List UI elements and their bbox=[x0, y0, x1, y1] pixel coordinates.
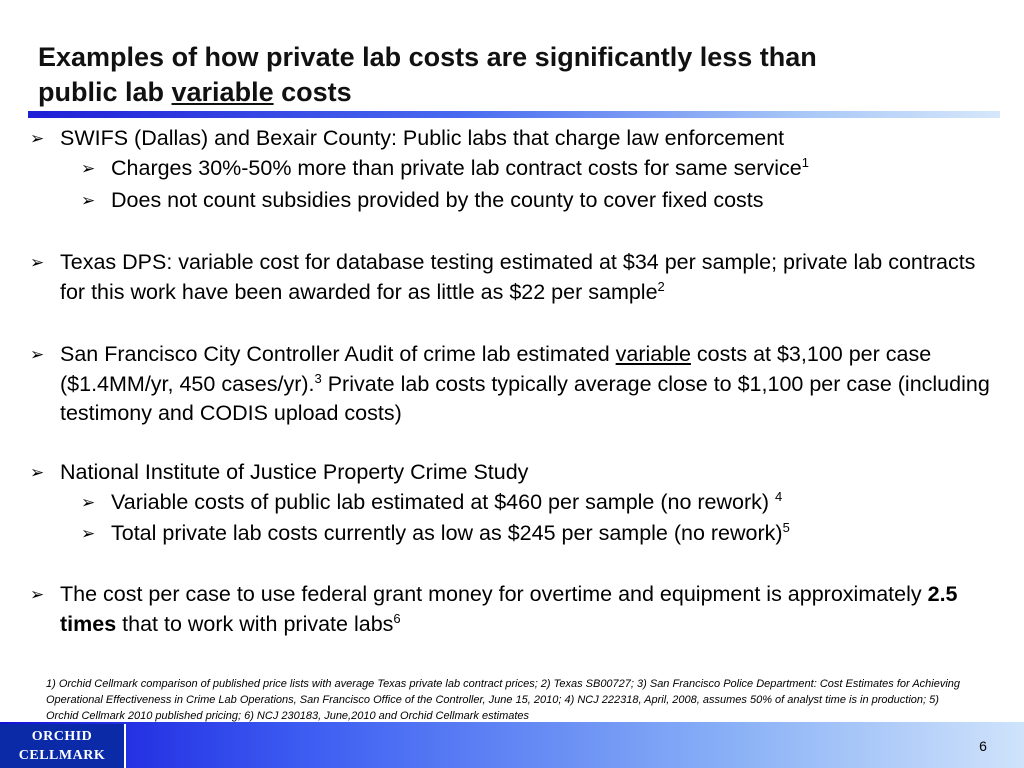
arrow-bullet-icon: ➢ bbox=[81, 159, 96, 178]
subbullet-public-variable-text: Variable costs of public lab estimated at $460 per sample (no rework) bbox=[111, 490, 776, 514]
bullet-san-francisco bbox=[30, 340, 1005, 429]
bullet-federal-pre: The cost per case to use federal grant money for overtime and equipment is approximately bbox=[60, 582, 928, 606]
arrow-bullet-icon: ➢ bbox=[81, 493, 96, 512]
bullet-nij-text: National Institute of Justice Property Crime Study bbox=[60, 460, 529, 484]
arrow-bullet-icon: ➢ bbox=[30, 463, 45, 482]
footnote-ref: 5 bbox=[782, 519, 790, 535]
bullet-federal-bold: 2.5 times bbox=[60, 582, 958, 636]
bullet-swifs bbox=[30, 124, 1010, 154]
subbullet-private-total bbox=[81, 519, 991, 549]
page-number: 6 bbox=[979, 738, 987, 754]
footer-bar bbox=[0, 722, 1024, 768]
arrow-bullet-icon: ➢ bbox=[81, 524, 96, 543]
footnote-ref: 4 bbox=[775, 488, 783, 504]
title-line-2 bbox=[38, 75, 998, 110]
footnote-ref: 1 bbox=[801, 154, 809, 170]
subbullet-charges-text: Charges 30%-50% more than private lab contract costs for same service bbox=[111, 156, 802, 180]
bullet-sf-underlined: variable bbox=[615, 342, 691, 366]
bullet-swifs-text: SWIFS (Dallas) and Bexair County: Public labs that charge law enforcement bbox=[60, 126, 785, 150]
arrow-bullet-icon: ➢ bbox=[81, 191, 96, 210]
bullet-sf-mid: costs at $3,100 per case ($1.4MM/yr, 450 cases/yr). bbox=[60, 342, 932, 396]
bullet-federal-grant bbox=[30, 580, 960, 639]
title-underlined-word: variable bbox=[171, 77, 274, 107]
subbullet-charges bbox=[81, 154, 991, 184]
bullet-nij-study bbox=[30, 458, 1010, 488]
logo-line-2: CELLMARK bbox=[18, 748, 106, 763]
arrow-bullet-icon: ➢ bbox=[30, 129, 45, 148]
subbullet-subsidies bbox=[81, 186, 991, 216]
arrow-bullet-icon: ➢ bbox=[30, 345, 45, 364]
title-line-2-post: costs bbox=[273, 77, 352, 107]
slide-title bbox=[38, 40, 998, 110]
arrow-bullet-icon: ➢ bbox=[30, 253, 45, 272]
footnotes: 1) Orchid Cellmark comparison of published price lists with average Texas private lab contract prices; 2) Texas SB00727; 3) San Francisco Police Department: Cost Estimates for Achieving Operational Effectiveness in Crime Lab Operations, San Francisco Office of the Controller, June 15, 2010; 4) NCJ 222318, April, 2008, assumes 50% of analyst time is in production; 5) Orchid Cellmark 2010 published pricing; 6) NCJ 230183, June,2010 and Orchid Cellmark estimates bbox=[46, 678, 961, 722]
subbullet-private-total-text: Total private lab costs currently as low as $245 per sample (no rework) bbox=[111, 521, 783, 545]
subbullet-subsidies-text: Does not count subsidies provided by the county to cover fixed costs bbox=[111, 188, 764, 212]
bullet-federal-post: that to work with private labs bbox=[116, 611, 394, 636]
bullet-texas-dps-text: Texas DPS: variable cost for database testing estimated at $34 per sample; private lab contracts for this work have been awarded for as little as $22 per sample bbox=[60, 250, 976, 304]
footnote-ref: 6 bbox=[393, 610, 401, 626]
subbullet-public-variable bbox=[81, 488, 991, 518]
bullet-texas-dps bbox=[30, 248, 1005, 307]
logo-line-1: ORCHID bbox=[31, 729, 93, 744]
arrow-bullet-icon: ➢ bbox=[30, 585, 45, 604]
title-line-1: Examples of how private lab costs are significantly less than bbox=[38, 42, 817, 72]
orchid-cellmark-logo bbox=[0, 724, 126, 768]
bullet-sf-pre: San Francisco City Controller Audit of crime lab estimated bbox=[60, 342, 616, 366]
footnote-ref: 2 bbox=[657, 278, 665, 294]
bullet-sf-post: Private lab costs typically average close to $1,100 per case (including testimony and CODIS upload costs) bbox=[60, 371, 990, 425]
title-divider bbox=[28, 111, 1000, 118]
footnote-ref: 3 bbox=[314, 370, 322, 386]
title-line-2-pre: public lab bbox=[38, 77, 172, 107]
